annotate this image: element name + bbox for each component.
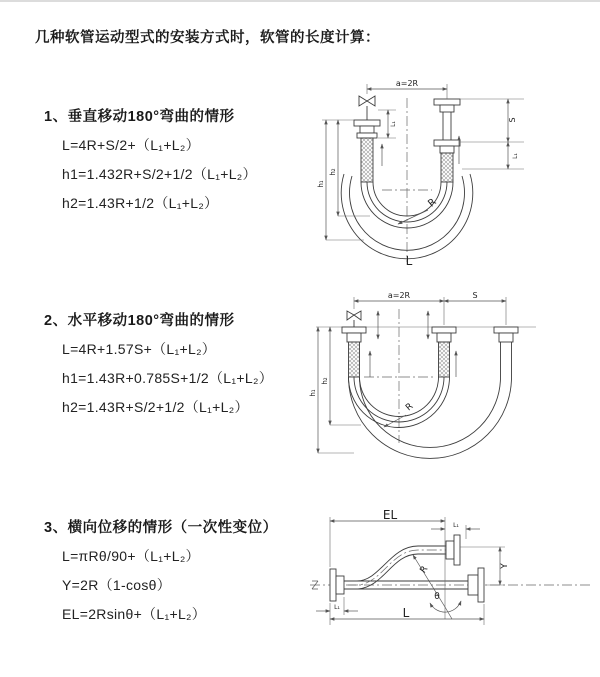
dim-label-l1-top: L₁	[453, 522, 459, 529]
dim-label-h1: h₁	[317, 180, 325, 188]
hose-curve	[344, 546, 446, 581]
flange-hub	[347, 333, 361, 342]
flange	[432, 327, 456, 333]
dim-label-s: S	[472, 291, 478, 300]
formula-line: h1=1.43R+0.785S+1/2（L₁+L₂）	[62, 370, 273, 386]
flange	[354, 120, 380, 126]
diagram-lateral-displacement	[300, 507, 600, 662]
flange-nut	[357, 133, 377, 138]
section-3-heading: 3、横向位移的情形（一次性变位）	[44, 520, 278, 536]
dim-label-h2: h₂	[329, 168, 337, 176]
flange-hub	[336, 576, 344, 594]
flange-hub	[468, 575, 478, 595]
section-1-heading: 1、垂直移动180°弯曲的情形	[44, 109, 235, 125]
flange	[342, 327, 366, 333]
dim-label-l1: L₁	[512, 153, 519, 159]
formula-line: Y=2R（1-cosθ）	[62, 577, 172, 593]
formula-line: h1=1.432R+S/2+1/2（L₁+L₂）	[62, 166, 257, 182]
radius-label: R	[418, 564, 431, 576]
flange-plate	[478, 568, 484, 602]
formula-line: h2=1.43R+1/2（L₁+L₂）	[62, 195, 219, 211]
dim-label-el: EL	[382, 508, 398, 522]
radius-label: R	[426, 196, 439, 210]
dim-label-a2r: a=2R	[387, 291, 411, 300]
radius-label: R	[404, 401, 416, 414]
dim-label-s: S	[508, 117, 517, 123]
dim-label-h2: h₂	[321, 377, 329, 385]
dim-label-l1-left: L₁	[390, 121, 397, 127]
formula-line: h2=1.43R+S/2+1/2（L₁+L₂）	[62, 399, 249, 415]
flange	[494, 327, 518, 333]
braided-hose	[439, 342, 450, 377]
diagram-horizontal-180-bend	[306, 285, 598, 465]
angle-label: θ	[434, 592, 440, 602]
flange-hub	[360, 126, 374, 133]
dim-label-l1-bottom: L₁	[334, 604, 340, 611]
formula-line: L=4R+1.57S+（L₁+L₂）	[62, 341, 217, 357]
formula-line: L=4R+S/2+（L₁+L₂）	[62, 137, 200, 153]
flange-hub	[437, 333, 451, 342]
formula-line: EL=2Rsinθ+（L₁+L₂）	[62, 606, 207, 622]
dim-label-a2r: a=2R	[395, 79, 419, 88]
braided-hose	[361, 138, 373, 182]
dim-label-l: L	[402, 606, 410, 620]
braided-hose	[349, 342, 360, 377]
flange	[434, 99, 460, 105]
dim-label-y: Y	[500, 563, 510, 569]
section-2-heading: 2、水平移动180°弯曲的情形	[44, 313, 235, 329]
dim-label-h1: h₁	[309, 389, 317, 397]
formula-line: L=πRθ/90+（L₁+L₂）	[62, 548, 200, 564]
page-title: 几种软管运动型式的安装方式时，软管的长度计算：	[35, 30, 380, 46]
angle-leg	[445, 607, 452, 619]
hose-arc-moved	[349, 377, 512, 458]
valve-icon	[359, 96, 375, 106]
braided-hose	[441, 153, 453, 182]
flange	[434, 140, 460, 146]
flange-hub	[499, 333, 513, 342]
flange-hub	[440, 105, 454, 112]
flange-hub	[446, 541, 454, 559]
flange-plate	[454, 535, 460, 565]
flange-plate	[330, 569, 336, 601]
flange-hub	[440, 146, 454, 153]
valve-icon	[347, 311, 361, 320]
length-label: L	[405, 254, 413, 267]
diagram-vertical-180-bend	[312, 72, 572, 267]
angle-arc	[430, 601, 461, 612]
hose-centerline	[348, 550, 446, 585]
